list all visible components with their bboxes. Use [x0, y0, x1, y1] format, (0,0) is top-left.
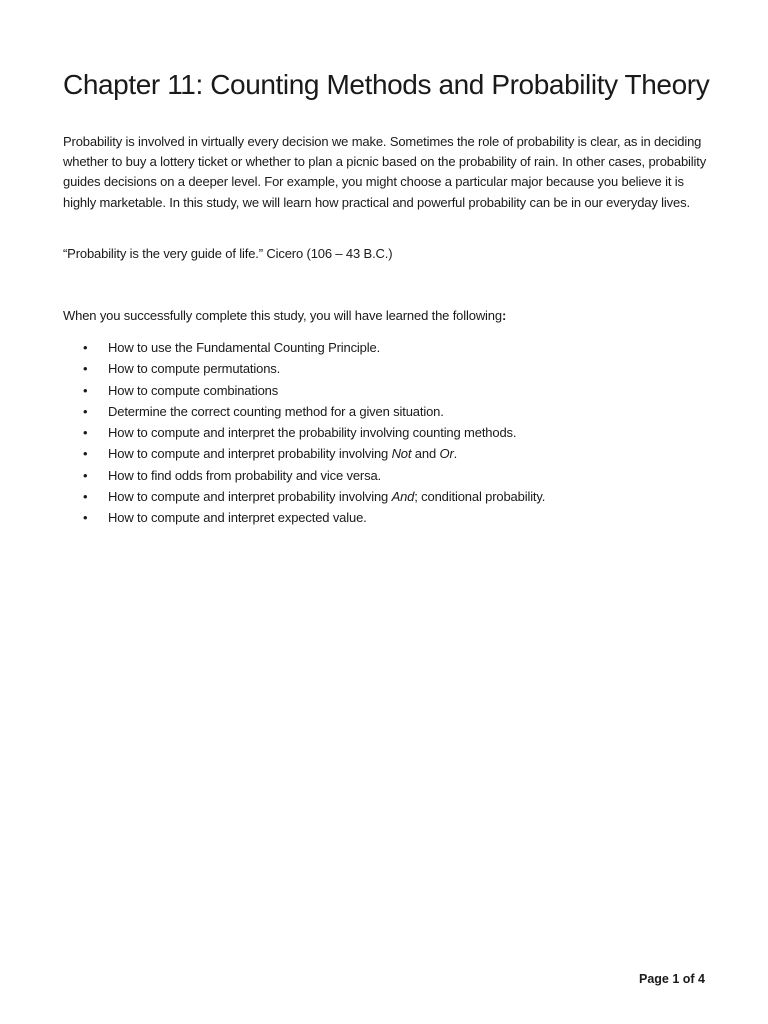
objective-text: How to compute combinations — [108, 382, 279, 398]
objective-text-part: How to compute and interpret probability involving — [108, 446, 392, 462]
bullet-icon: • — [83, 403, 88, 419]
bullet-icon: • — [83, 489, 88, 505]
bullet-icon: • — [83, 361, 88, 377]
objective-text: How to compute permutations. — [108, 361, 281, 377]
objective-text: How to find odds from probability and vice versa. — [108, 467, 382, 483]
emphasis-or: Or — [439, 446, 454, 462]
objective-text — [108, 487, 545, 507]
objectives-lead — [63, 306, 506, 326]
objective-text — [108, 444, 457, 464]
objective-text-part: and — [411, 446, 440, 462]
objective-text: How to compute and interpret expected value. — [108, 510, 367, 526]
bullet-icon: • — [83, 467, 88, 483]
objectives-lead-text: When you successfully complete this study, you will have learned the following — [63, 308, 502, 323]
page-number: Page 1 of 4 — [639, 972, 705, 986]
intro-paragraph: Probability is involved in virtually every decision we make. Sometimes the role of probability is clear, as in deciding whether to buy a lottery ticket or whether to plan a picnic based on the probability of rain. In other cases, probability guides decisions on a deeper level. For example, you might choose a particular major because you believe it is highly marketable. In this study, we will learn how practical and powerful probability can be in our everyday lives. — [63, 134, 707, 210]
emphasis-not: Not — [391, 446, 412, 462]
objective-text: How to use the Fundamental Counting Principle. — [108, 340, 381, 355]
chapter-title: Chapter 11: Counting Methods and Probability Theory — [63, 69, 710, 100]
objective-text-part: . — [453, 446, 458, 462]
bullet-icon: • — [83, 340, 88, 355]
bullet-icon: • — [83, 425, 88, 441]
objective-text-part: How to compute and interpret probability involving — [108, 489, 392, 505]
emphasis-and: And — [391, 489, 415, 505]
bullet-icon: • — [83, 382, 88, 398]
objectives-lead-colon: : — [501, 308, 507, 323]
bullet-icon: • — [83, 446, 88, 462]
cicero-quote: “Probability is the very guide of life.” Cicero (106 – 43 B.C.) — [63, 246, 393, 261]
objective-text: How to compute and interpret the probability involving counting methods. — [108, 425, 517, 441]
objective-text: Determine the correct counting method for a given situation. — [108, 403, 444, 419]
objective-text-part: ; conditional probability. — [414, 489, 546, 505]
bullet-icon: • — [83, 510, 88, 526]
